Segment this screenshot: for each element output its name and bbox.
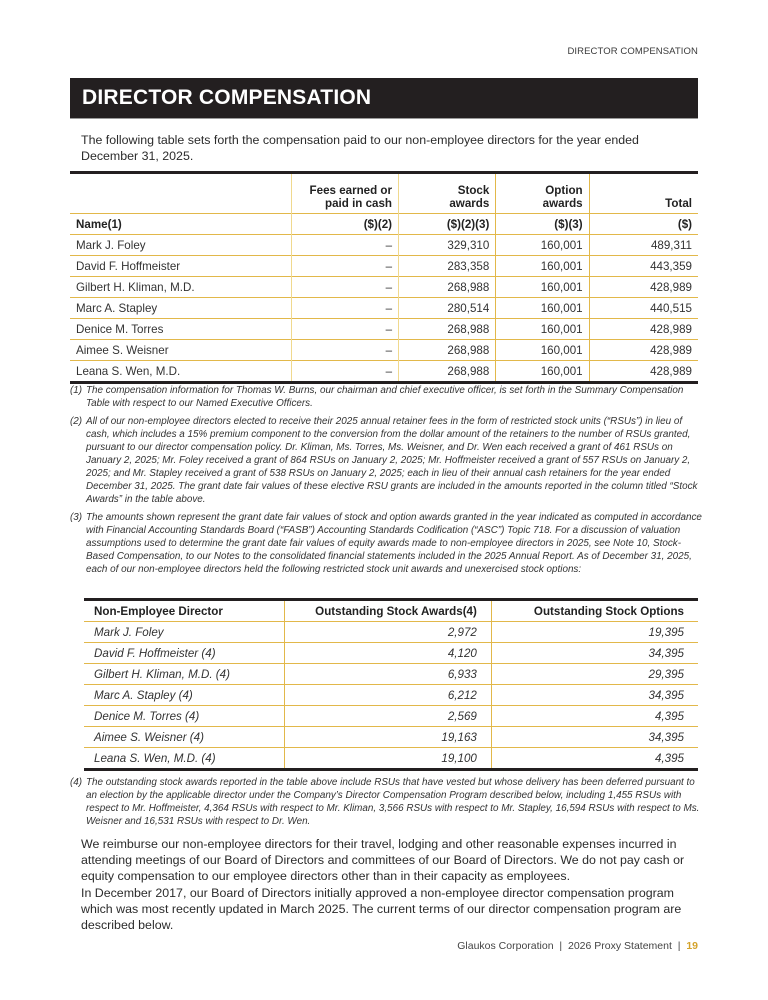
- outstanding-stock-awards-cell: 2,972: [284, 622, 491, 643]
- table-row: [84, 727, 698, 748]
- header-row-units: [70, 214, 698, 235]
- director-name: Marc A. Stapley: [70, 298, 291, 319]
- footnotes-compensation: [70, 384, 702, 581]
- outstanding-stock-options-cell: 34,395: [491, 727, 698, 748]
- outstanding-stock-options-cell: 4,395: [491, 748, 698, 770]
- footnote-text: All of our non-employee directors elected to receive their 2025 annual retainer fees in the form of restricted stock units (“RSUs”) in lieu of cash, which includes a 15% premium component to the conversion from the dollar amount of the retainers to the number of RSUs granted, pursuant to our director compensation policy. Dr. Kliman, Ms. Torres, Ms. Weisner, and Dr. Wen each received a grant of 461 RSUs on January 2, 2025; Mr. Foley received a grant of 864 RSUs on January 2, 2025; Mr. Hoffmeister received a grant of 557 RSUs on January 2, 2025; and Mr. Stapley received a grant of 538 RSUs on January 2, 2025; each in lieu of their annual cash retainers for the year ended December 31, 2025. The grant date fair values of these elective RSU grants are included in the amounts reported in the column titled “Stock Awards” in the table above.: [86, 416, 698, 505]
- total-cell: 440,515: [589, 298, 698, 319]
- header-director: Non-Employee Director: [94, 604, 223, 618]
- header-stock-awards: Stock awards: [399, 173, 496, 214]
- outstanding-awards-table: [84, 598, 698, 771]
- director-name: David F. Hoffmeister (4): [84, 643, 284, 664]
- footnote-text: The compensation information for Thomas W. Burns, our chairman and chief executive officer, is set forth in the Summary Compensation Table with respect to our Named Executive Officers.: [86, 385, 684, 409]
- fees-cell: –: [291, 319, 398, 340]
- header-cell: [70, 173, 291, 214]
- footnote-text: The outstanding stock awards reported in the table above include RSUs that have vested but whose delivery has been deferred pursuant to an election by the applicable director under the Company’s Director Compensation Program described below, including 1,455 RSUs with respect to Mr. Hoffmeister, 4,364 RSUs with respect to Mr. Kliman, 3,566 RSUs with respect to Mr. Stapley, 16,594 RSUs with respect to Ms. Weisner and 16,531 RSUs with respect to Dr. Wen.: [86, 777, 700, 827]
- footnote-number: (4): [70, 777, 83, 788]
- fees-cell: –: [291, 277, 398, 298]
- outstanding-stock-awards-cell: 4,120: [284, 643, 491, 664]
- header-total: Total: [589, 173, 698, 214]
- header-unit: ($): [589, 214, 698, 235]
- table-row: [84, 748, 698, 770]
- header-name: Name(1): [70, 214, 291, 235]
- header-row: [84, 600, 698, 622]
- option-awards-cell: 160,001: [496, 277, 589, 298]
- outstanding-stock-awards-cell: 19,100: [284, 748, 491, 770]
- running-head: DIRECTOR COMPENSATION: [567, 46, 698, 57]
- director-name: Mark J. Foley: [84, 622, 284, 643]
- section-title-bar: [70, 78, 698, 119]
- intro-paragraph: The following table sets forth the compensation paid to our non-employee directors for the year ended December 31, 2025.: [81, 133, 639, 163]
- director-name: Denice M. Torres (4): [84, 706, 284, 727]
- option-awards-cell: 160,001: [496, 340, 589, 361]
- director-name: Gilbert H. Kliman, M.D.: [70, 277, 291, 298]
- header-outstanding-stock-options: Outstanding Stock Options: [491, 600, 698, 622]
- option-awards-cell: 160,001: [496, 256, 589, 277]
- reimbursement-paragraph: We reimburse our non-employee directors for their travel, lodging and other reasonable expenses incurred in attending meetings of our Board of Directors and committees of our Board of Directors. We do not pay cash or equity compensation to our employee directors other than in their capacity as employees.: [81, 837, 685, 883]
- total-cell: 428,989: [589, 361, 698, 383]
- outstanding-stock-options-cell: 4,395: [491, 706, 698, 727]
- director-name: Aimee S. Weisner (4): [84, 727, 284, 748]
- fees-cell: –: [291, 256, 398, 277]
- header-outstanding-stock-awards: Outstanding Stock Awards(4): [284, 600, 491, 622]
- table-row: [84, 664, 698, 685]
- outstanding-stock-options-cell: 34,395: [491, 685, 698, 706]
- option-awards-cell: 160,001: [496, 319, 589, 340]
- option-awards-cell: 160,001: [496, 361, 589, 383]
- total-cell: 428,989: [589, 319, 698, 340]
- option-awards-cell: 160,001: [496, 298, 589, 319]
- footnote: [70, 384, 702, 410]
- total-cell: 489,311: [589, 235, 698, 256]
- footnote-number: (1): [70, 385, 83, 396]
- director-name: Denice M. Torres: [70, 319, 291, 340]
- table-row: [70, 277, 698, 298]
- option-awards-cell: 160,001: [496, 235, 589, 256]
- table-row: [70, 319, 698, 340]
- stock-awards-cell: 280,514: [399, 298, 496, 319]
- outstanding-stock-awards-cell: 2,569: [284, 706, 491, 727]
- director-name: Aimee S. Weisner: [70, 340, 291, 361]
- table-row: [70, 235, 698, 256]
- header-unit: ($)(2): [291, 214, 398, 235]
- fees-cell: –: [291, 235, 398, 256]
- director-name: David F. Hoffmeister: [70, 256, 291, 277]
- director-name: Marc A. Stapley (4): [84, 685, 284, 706]
- fees-cell: –: [291, 340, 398, 361]
- footnote: [70, 511, 702, 576]
- stock-awards-cell: 268,988: [399, 319, 496, 340]
- stock-awards-cell: 283,358: [399, 256, 496, 277]
- footnote-text: The amounts shown represent the grant date fair values of stock and option awards granted in the year indicated as computed in accordance with Financial Accounting Standards Board (“FASB”) Accounting Standards Codification (“ASC”) Topic 718. For a discussion of valuation assumptions used to determine the grant date fair values of equity awards made to non-employee directors in 2025, see Note 10, Stock-Based Compensation, to our Notes to the consolidated financial statements included in the 2025 Annual Report. As of December 31, 2025, each of our non-employee directors held the following restricted stock unit awards and unexercised stock options:: [86, 512, 702, 575]
- footer-company: Glaukos Corporation: [457, 940, 554, 952]
- director-name: Leana S. Wen, M.D.: [70, 361, 291, 383]
- footnote-number: (3): [70, 512, 83, 523]
- table-row: [84, 706, 698, 727]
- stock-awards-cell: 268,988: [399, 340, 496, 361]
- header-row-labels: [70, 173, 698, 214]
- table-row: [70, 361, 698, 383]
- director-name: Leana S. Wen, M.D. (4): [84, 748, 284, 770]
- page-footer: [457, 940, 698, 952]
- fees-cell: –: [291, 298, 398, 319]
- section-title: DIRECTOR COMPENSATION: [82, 86, 372, 109]
- total-cell: 443,359: [589, 256, 698, 277]
- footer-separator: |: [559, 940, 563, 952]
- stock-awards-cell: 268,988: [399, 277, 496, 298]
- director-compensation-table: [70, 171, 698, 384]
- header-unit: ($)(3): [496, 214, 589, 235]
- total-cell: 428,989: [589, 340, 698, 361]
- stock-awards-cell: 268,988: [399, 361, 496, 383]
- page-number: 19: [686, 940, 698, 952]
- outstanding-stock-awards-cell: 6,933: [284, 664, 491, 685]
- table-row: [84, 622, 698, 643]
- header-fees: Fees earned or paid in cash: [291, 173, 398, 214]
- outstanding-stock-options-cell: 29,395: [491, 664, 698, 685]
- header-option-awards: Option awards: [496, 173, 589, 214]
- fees-cell: –: [291, 361, 398, 383]
- outstanding-stock-awards-cell: 19,163: [284, 727, 491, 748]
- footnote: [70, 776, 702, 828]
- footnotes-outstanding: [70, 776, 702, 833]
- outstanding-stock-awards-cell: 6,212: [284, 685, 491, 706]
- header-unit: ($)(2)(3): [399, 214, 496, 235]
- footer-separator: |: [677, 940, 681, 952]
- outstanding-stock-options-cell: 34,395: [491, 643, 698, 664]
- table-row: [70, 298, 698, 319]
- table-row: [70, 256, 698, 277]
- director-name: Gilbert H. Kliman, M.D. (4): [84, 664, 284, 685]
- outstanding-stock-options-cell: 19,395: [491, 622, 698, 643]
- footer-document: 2026 Proxy Statement: [567, 940, 672, 952]
- footnote-number: (2): [70, 416, 83, 427]
- footnote: [70, 415, 702, 506]
- table-row: [70, 340, 698, 361]
- table-row: [84, 685, 698, 706]
- total-cell: 428,989: [589, 277, 698, 298]
- program-paragraph: In December 2017, our Board of Directors initially approved a non-employee director compensation program which was most recently updated in March 2025. The current terms of our director compensation program are described below.: [81, 886, 682, 932]
- stock-awards-cell: 329,310: [399, 235, 496, 256]
- director-name: Mark J. Foley: [70, 235, 291, 256]
- table-row: [84, 643, 698, 664]
